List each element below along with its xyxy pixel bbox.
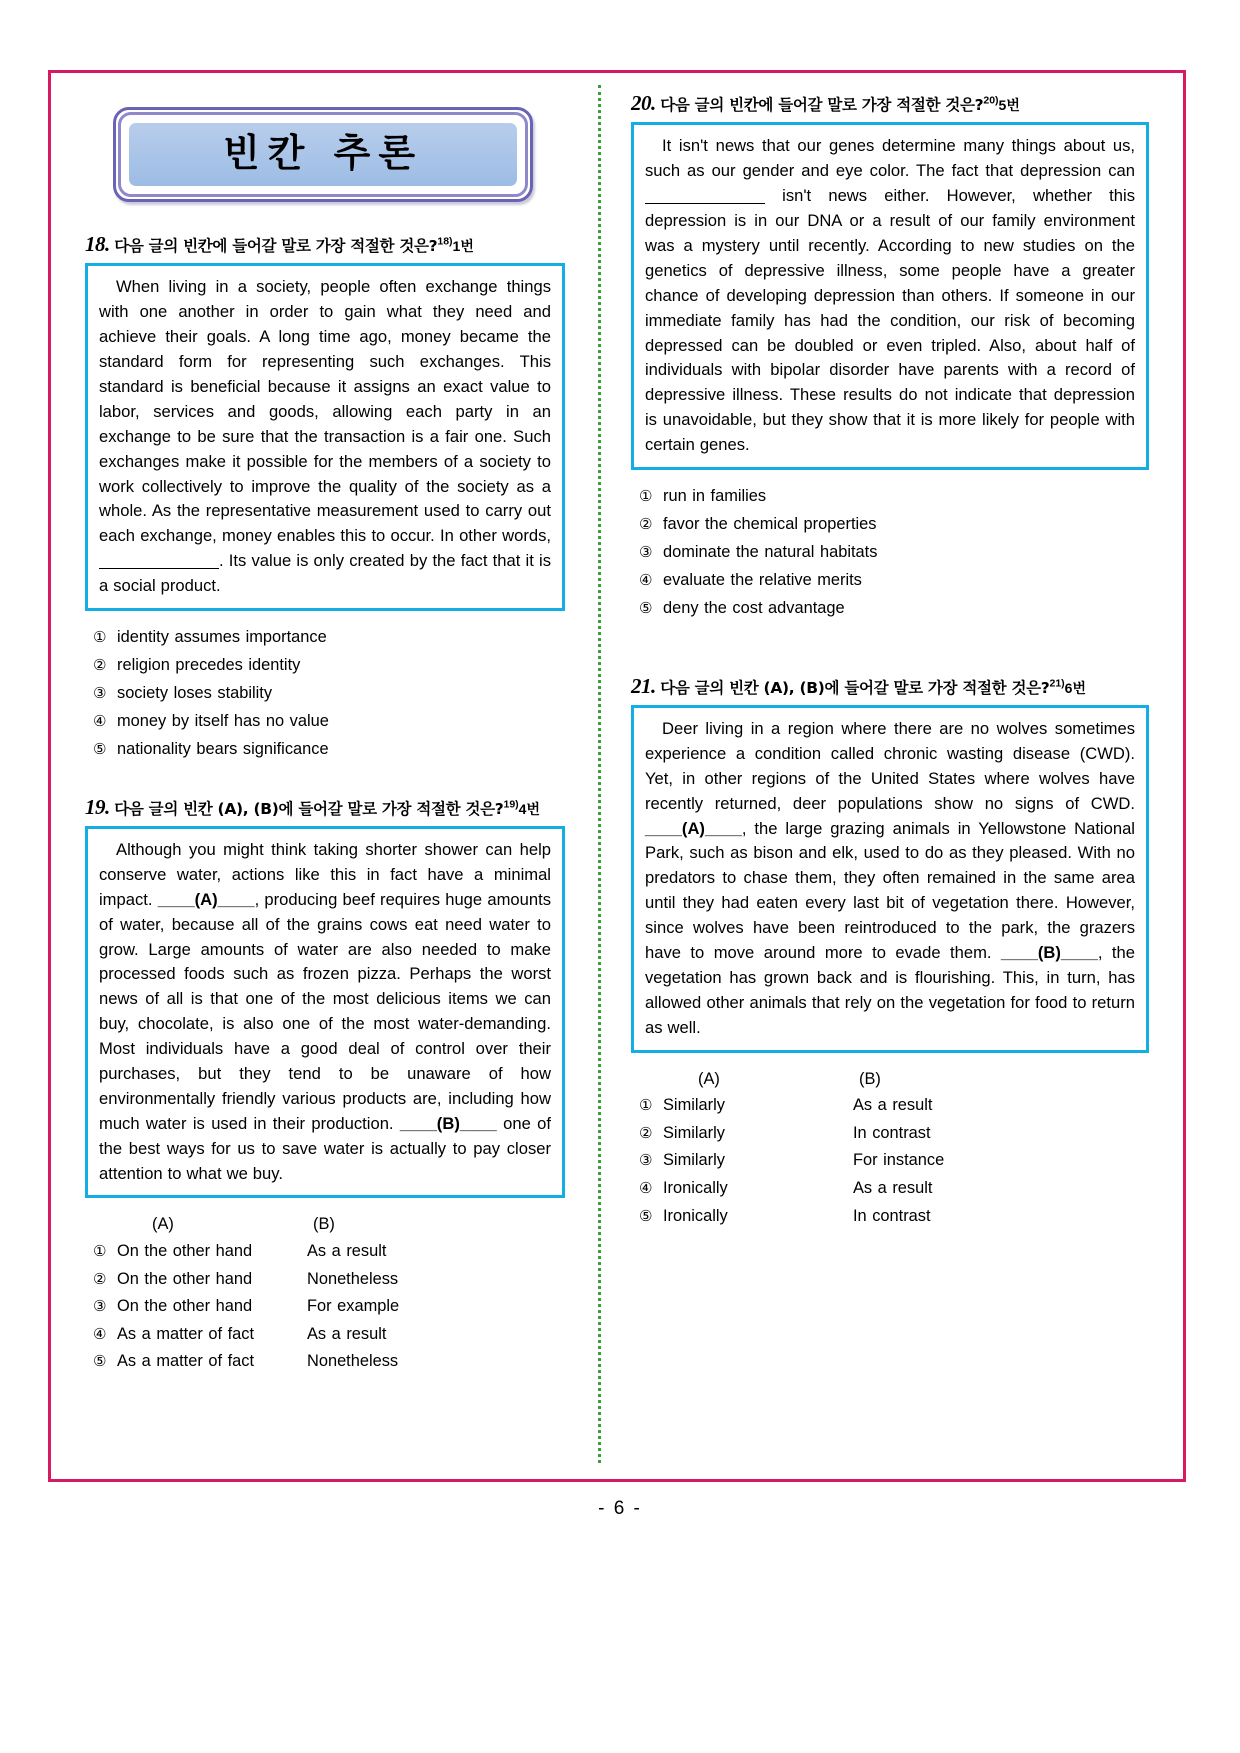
- passage-19-blank-b: ____(B)____: [399, 1113, 497, 1133]
- list-item[interactable]: [93, 681, 565, 707]
- choice-a-label: As a matter of fact: [117, 1352, 254, 1371]
- choice-label: money by itself has no value: [117, 711, 329, 730]
- list-item[interactable]: [93, 1322, 565, 1348]
- question-21-footnote: 21): [1049, 677, 1065, 690]
- choice-marker: ③: [93, 1298, 107, 1316]
- page-content: [51, 73, 1183, 1479]
- choice-marker: ⑤: [93, 740, 107, 758]
- choice-b-label: Nonetheless: [307, 1269, 399, 1288]
- choice-label: deny the cost advantage: [663, 598, 845, 617]
- choice-label: dominate the natural habitats: [663, 542, 878, 561]
- question-19-number: 19.: [85, 794, 110, 819]
- choice-label: society loses stability: [117, 683, 273, 702]
- choice-marker: ④: [93, 1325, 107, 1343]
- question-18-choices: [93, 625, 565, 763]
- choice-marker: ①: [93, 1243, 107, 1261]
- choice-a-label: As a matter of fact: [117, 1324, 254, 1343]
- question-18-header: [85, 232, 565, 256]
- ab-column-headers: [639, 1067, 1149, 1093]
- spacer-cell: [639, 1067, 663, 1093]
- list-item[interactable]: [639, 512, 1149, 538]
- question-19-tail: 4번: [518, 800, 540, 817]
- choice-label: favor the chemical properties: [663, 514, 877, 533]
- choice-a-label: Ironically: [663, 1178, 728, 1197]
- list-item[interactable]: [639, 540, 1149, 566]
- column-header-b: (B): [859, 1069, 881, 1088]
- choice-b-label: In contrast: [853, 1123, 931, 1142]
- passage-18-text-b: . Its value is only created by the fact that it is a social product.: [99, 551, 551, 596]
- choice-b-label: In contrast: [853, 1206, 931, 1225]
- choice-a-label: Ironically: [663, 1206, 728, 1225]
- list-item[interactable]: [93, 1349, 565, 1375]
- choice-marker: ④: [93, 712, 107, 730]
- banner-border-mid: [118, 112, 528, 197]
- spacer: [85, 765, 565, 795]
- list-item[interactable]: [93, 737, 565, 763]
- choice-marker: ①: [639, 1097, 653, 1115]
- question-18-prompt: 다음 글의 빈칸에 들어갈 말로 가장 적절한 것은?: [114, 237, 438, 256]
- banner-border-outer: [113, 107, 533, 202]
- passage-18-blank: [99, 568, 219, 569]
- choice-marker: ②: [93, 1270, 107, 1288]
- list-item[interactable]: [639, 484, 1149, 510]
- question-18-footnote: 18): [437, 235, 453, 248]
- two-column-layout: [71, 91, 1163, 1469]
- choice-a-label: Similarly: [663, 1123, 725, 1142]
- page-number: - 6 -: [598, 1498, 642, 1519]
- choice-marker: ②: [639, 515, 653, 533]
- choice-marker: ①: [639, 487, 653, 505]
- question-18-tail: 1번: [452, 238, 474, 255]
- passage-21-text-a: Deer living in a region where there are no wolves sometimes experience a condition called chronic wasting disease (CWD). Yet, in other regions of the United States where wolves have recently returned, deer populations show no signs of CWD.: [645, 718, 1135, 813]
- passage-21-text-b: , the large grazing animals in Yellowstone National Park, such as bison and elk, used to do as they pleased. With no predators to chase them, they often remained in the same area until they had eaten every last bit of vegetation there. However, since wolves have been reintroduced to the park, the grazers have to move around more to evade them.: [645, 818, 1135, 962]
- column-header-a: (A): [152, 1215, 174, 1234]
- list-item[interactable]: [93, 1294, 565, 1320]
- choice-b-label: For instance: [853, 1151, 945, 1170]
- question-19-prompt: 다음 글의 빈칸 (A), (B)에 들어갈 말로 가장 적절한 것은?: [114, 799, 504, 818]
- section-title-banner: [113, 107, 533, 202]
- choice-a-label: Similarly: [663, 1151, 725, 1170]
- page-border-frame: [48, 70, 1186, 1482]
- spacer: [631, 624, 1149, 654]
- choice-marker: ①: [93, 629, 107, 646]
- choice-marker: ④: [639, 1179, 653, 1197]
- choice-label: run in families: [663, 486, 767, 505]
- choice-b-label: As a result: [307, 1324, 387, 1343]
- right-column: [621, 91, 1155, 1469]
- list-item[interactable]: [93, 709, 565, 735]
- list-item[interactable]: [93, 1267, 565, 1293]
- choice-marker: ③: [93, 684, 107, 702]
- column-header-b: (B): [313, 1215, 335, 1234]
- left-column: [71, 91, 577, 1469]
- question-21-number: 21.: [631, 673, 656, 698]
- spacer: [631, 654, 1149, 674]
- choice-label: evaluate the relative merits: [663, 570, 862, 589]
- question-21-tail: 6번: [1064, 679, 1086, 696]
- column-header-a: (A): [698, 1069, 720, 1088]
- section-title-text: 빈칸 추론: [222, 131, 424, 175]
- spacer: [85, 202, 565, 232]
- choice-b-label: Nonetheless: [307, 1352, 399, 1371]
- banner-border-inner: [123, 117, 523, 192]
- choice-marker: ③: [639, 543, 653, 561]
- choice-a-label: On the other hand: [117, 1297, 253, 1316]
- question-19-header: [85, 795, 565, 819]
- choice-b-label: For example: [307, 1297, 400, 1316]
- list-item[interactable]: [93, 625, 565, 651]
- choice-label: nationality bears significance: [117, 739, 329, 758]
- passage-21-text-c: , the vegetation has grown back and is flourishing. This, in turn, has allowed other animals that rely on the vegetation for food to return as well.: [645, 942, 1135, 1037]
- page-footer: [0, 1498, 1240, 1520]
- passage-20-text-b: isn't news either. However, whether this depression is in our DNA or a result of our family environment was a mystery until recently. According to new studies on the genetics of depressive illness, some people have a greater chance of developing depression than others. If someone in our immediate family has had the condition, our risk of becoming depressed can be doubled or even tripled. Also, about half of individuals with bipolar disorder have parents with a record of depressive illness. These results do not indicate that depression is unavoidable, but they show that it is more likely for people with certain genes.: [645, 186, 1135, 455]
- question-21-prompt: 다음 글의 빈칸 (A), (B)에 들어갈 말로 가장 적절한 것은?: [660, 678, 1050, 697]
- question-20-passage: [631, 122, 1149, 470]
- question-20-choices: [639, 484, 1149, 622]
- choice-marker: ⑤: [639, 1207, 653, 1225]
- passage-19-text-c: one of the best ways for us to save water is actually to pay closer attention to what we buy.: [99, 1113, 551, 1183]
- choice-a-label: Similarly: [663, 1096, 725, 1115]
- list-item[interactable]: [639, 1176, 1149, 1202]
- question-18-number: 18.: [85, 232, 110, 257]
- question-19-choices: [93, 1212, 565, 1375]
- choice-b-label: As a result: [307, 1242, 387, 1261]
- spacer-cell: [93, 1212, 117, 1238]
- list-item[interactable]: [639, 1148, 1149, 1174]
- choice-marker: ⑤: [639, 599, 653, 617]
- choice-label: religion precedes identity: [117, 655, 301, 674]
- list-item[interactable]: [639, 1204, 1149, 1230]
- list-item[interactable]: [639, 596, 1149, 622]
- list-item[interactable]: [93, 653, 565, 679]
- choice-marker: ②: [639, 1124, 653, 1142]
- passage-20-blank: [645, 203, 765, 204]
- choice-a-label: On the other hand: [117, 1242, 253, 1261]
- question-20-header: [631, 91, 1149, 115]
- question-20-footnote: 20): [983, 94, 999, 107]
- choice-marker: ⑤: [93, 1353, 107, 1371]
- choice-marker: ④: [639, 571, 653, 589]
- question-21-choices: [639, 1067, 1149, 1230]
- passage-18-text-a: When living in a society, people often exchange things with one another in order to gain what they need and achieve their goals. A long time ago, money became the standard form for representing such exchanges. This standard is beneficial because it assigns an exact value to labor, services and goods, allowing each party in an exchange to be sure that the transaction is a fair one. Such exchanges make it possible for the members of a society to work collectively to improve the quality of the society as a whole. As the representative measurement used to carry out each exchange, money enables this to occur. In other words,: [99, 277, 551, 546]
- question-19-footnote: 19): [503, 798, 519, 811]
- choice-marker: ②: [93, 656, 107, 674]
- question-21-header: [631, 674, 1149, 698]
- choice-marker: ③: [639, 1152, 653, 1170]
- question-19-passage: [85, 826, 565, 1198]
- question-20-tail: 5번: [998, 97, 1020, 113]
- list-item[interactable]: [639, 568, 1149, 594]
- list-item[interactable]: [639, 1093, 1149, 1119]
- passage-21-blank-b: ____(B)____: [1000, 942, 1098, 962]
- choice-label: identity assumes importance: [117, 628, 327, 646]
- banner-fill: [127, 121, 519, 188]
- passage-19-blank-a: ____(A)____: [157, 889, 255, 909]
- list-item[interactable]: [639, 1121, 1149, 1147]
- question-20-prompt: 다음 글의 빈칸에 들어갈 말로 가장 적절한 것은?: [660, 96, 984, 114]
- ab-column-headers: [93, 1212, 565, 1238]
- passage-19-text-a: Although you might think taking shorter shower can help conserve water, actions like this in fact have a minimal impact.: [99, 840, 551, 909]
- choice-b-label: As a result: [853, 1096, 933, 1115]
- column-divider: [577, 91, 621, 1469]
- list-item[interactable]: [93, 1239, 565, 1265]
- passage-21-blank-a: ____(A)____: [645, 818, 742, 838]
- choice-a-label: On the other hand: [117, 1269, 253, 1288]
- passage-19-text-b: , producing beef requires huge amounts of water, because all of the grains cows eat need water to grow. Large amounts of water are also needed to make processed foods such as frozen pizza. Perhaps the worst news of all is that one of the most delicious items we can buy, chocolate, is also one of the most water-demanding. Most individuals have a good deal of control over their purchases, but they tend to be unaware of how environmentally friendly various products are, including how much water is used in their production.: [99, 889, 551, 1133]
- question-18-passage: [85, 263, 565, 611]
- choice-b-label: As a result: [853, 1178, 933, 1197]
- passage-20-text-a: It isn't news that our genes determine many things about us, such as our gender and eye color. The fact that depression can: [645, 136, 1135, 181]
- question-20-number: 20.: [631, 91, 656, 115]
- question-21-passage: [631, 705, 1149, 1053]
- dotted-divider-line: [598, 85, 601, 1463]
